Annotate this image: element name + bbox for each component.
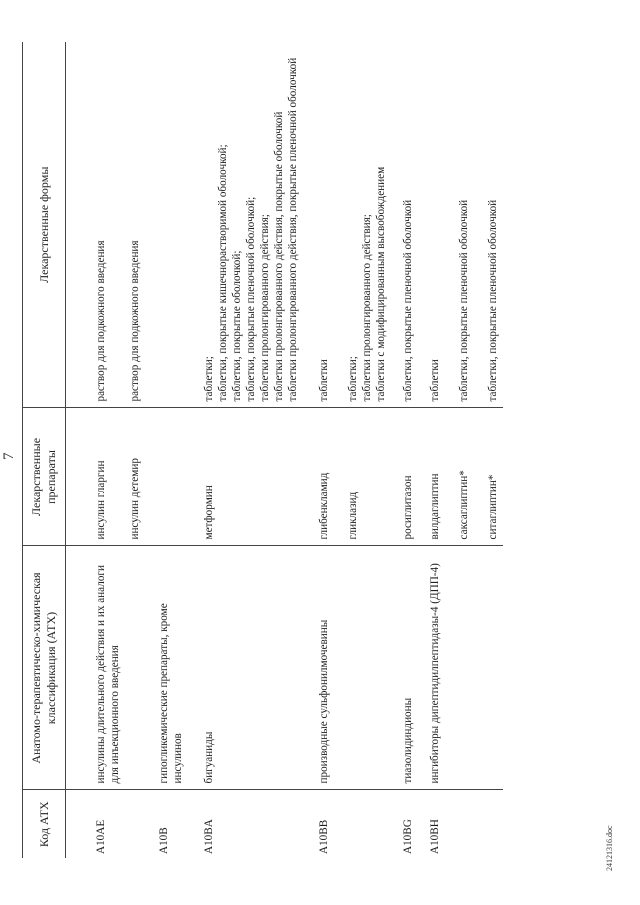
dosage-forms — [474, 42, 503, 408]
dosage-form: таблетки пролонгированного действия, покрытые оболочкой — [273, 111, 285, 402]
dosage-form: таблетки пролонгированного действия, покрытые пленочной оболочкой — [287, 57, 299, 402]
table-row — [145, 42, 188, 858]
atc-classification: бигуаниды — [188, 546, 303, 790]
dosage-forms — [303, 42, 334, 408]
document-filename: 24121316.doc — [605, 825, 614, 871]
dosage-form: таблетки, покрытые пленочной оболочкой — [458, 199, 470, 402]
atc-code: A10AE — [95, 819, 107, 854]
atc-classification: ингибиторы дипептидилпептидазы-4 (ДПП-4) — [418, 546, 445, 790]
dosage-form: раствор для подкожного введения — [129, 240, 141, 402]
table-row — [125, 42, 145, 858]
page-number: 7 — [1, 452, 17, 460]
header-drugs: Лекарственные препараты — [23, 408, 66, 546]
atc-code: A10BB — [318, 819, 330, 854]
atc-classification — [474, 546, 503, 790]
atc-code: A10BA — [203, 819, 215, 854]
atc-classification — [125, 546, 145, 790]
table-row — [418, 42, 445, 858]
atc-code — [125, 790, 145, 858]
atc-classification: производные сульфонилмочевины — [303, 546, 334, 790]
atc-code: A10B — [158, 827, 170, 854]
drug-name: вилдаглиптин — [418, 408, 445, 546]
drug-name — [145, 408, 188, 546]
dosage-forms — [391, 42, 418, 408]
dosage-form: таблетки; — [203, 356, 215, 402]
table-row — [445, 42, 474, 858]
dosage-form: таблетки, покрытые оболочкой; — [231, 250, 243, 402]
dosage-forms — [334, 42, 391, 408]
drug-name: инсулин гларгин — [82, 408, 125, 546]
dosage-form: таблетки, покрытые кишечнорастворимой оболочкой; — [217, 144, 229, 402]
header-forms: Лекарственные формы — [23, 42, 66, 408]
table-row — [474, 42, 503, 858]
drug-name: гликлазид — [334, 408, 391, 546]
atc-code: A10BG — [402, 819, 414, 854]
dosage-forms — [445, 42, 474, 408]
dosage-form: таблетки, покрытые пленочной оболочкой — [487, 199, 499, 402]
drug-name: метформин — [188, 408, 303, 546]
atc-classification — [334, 546, 391, 790]
dosage-forms — [125, 42, 145, 408]
table-row — [334, 42, 391, 858]
drug-table — [22, 42, 503, 858]
atc-code — [474, 790, 503, 858]
dosage-form: таблетки — [318, 359, 330, 402]
table-row — [303, 42, 334, 858]
atc-code: A10BH — [429, 819, 441, 854]
drug-name: саксаглиптин* — [445, 408, 474, 546]
drug-name: инсулин детемир — [125, 408, 145, 546]
dosage-form: таблетки, покрытые пленочной оболочкой; — [245, 196, 257, 402]
atc-code — [445, 790, 474, 858]
dosage-form: таблетки пролонгированного действия; — [259, 214, 271, 402]
atc-classification — [445, 546, 474, 790]
dosage-form: таблетки — [429, 359, 441, 402]
dosage-forms — [82, 42, 125, 408]
atc-classification: гипогликемические препараты, кроме инсулинов — [145, 546, 188, 790]
dosage-form: таблетки с модифицированным высвобождением — [375, 166, 387, 402]
dosage-form: таблетки, покрытые пленочной оболочкой — [402, 199, 414, 402]
table-header-row — [23, 42, 66, 858]
dosage-forms — [188, 42, 303, 408]
header-code: Код АТХ — [23, 790, 66, 858]
dosage-forms — [145, 42, 188, 408]
table-row — [82, 42, 125, 858]
dosage-forms — [418, 42, 445, 408]
dosage-form: таблетки; — [347, 356, 359, 402]
drug-name: глибенкламид — [303, 408, 334, 546]
table-row — [188, 42, 303, 858]
table-row — [391, 42, 418, 858]
atc-code — [334, 790, 391, 858]
drug-name: росиглитазон — [391, 408, 418, 546]
dosage-form: таблетки пролонгированного действия; — [361, 214, 373, 402]
drug-name: ситаглиптин* — [474, 408, 503, 546]
dosage-form: раствор для подкожного введения — [95, 240, 107, 402]
header-classification: Анатомо-терапевтическо-химическая классификация (АТХ) — [23, 546, 66, 790]
atc-classification: инсулины длительного действия и их аналоги для инъекционного введения — [82, 546, 125, 790]
atc-classification: тиазолидиндионы — [391, 546, 418, 790]
